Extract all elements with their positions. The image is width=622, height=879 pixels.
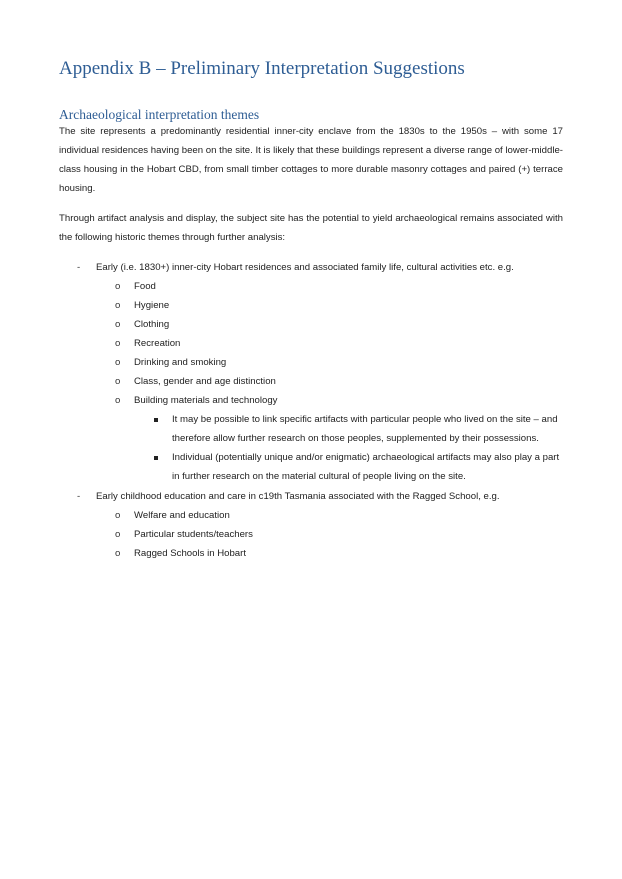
- list-item: Early (i.e. 1830+) inner-city Hobart residences and associated family life, cultural activities etc. e.g.: [96, 262, 514, 273]
- list-item: Building materials and technology: [134, 395, 278, 406]
- intro-paragraph: The site represents a predominantly residential inner-city enclave from the 1830s to the 1950s – with some 17 individual residences having been on the site. It is likely that these buildings represent a diverse range of lower-middle-class housing in the Hobart CBD, from small timber cottages to more durable masonry cottages and paired (+) terrace housing.: [59, 126, 563, 194]
- list-item: Food: [134, 281, 156, 292]
- circle-bullet: o: [115, 357, 121, 368]
- list-item: Early childhood education and care in c19th Tasmania associated with the Ragged School, e.g.: [96, 491, 500, 502]
- list-item: Clothing: [134, 319, 170, 330]
- list-item: Drinking and smoking: [134, 357, 227, 368]
- list-item-continuation: therefore allow further research on those peoples, supplemented by their possessions.: [172, 433, 539, 444]
- circle-bullet: o: [115, 300, 121, 311]
- section-heading: Archaeological interpretation themes: [59, 107, 260, 122]
- circle-bullet: o: [115, 338, 121, 349]
- dash-bullet: -: [77, 262, 81, 273]
- circle-bullet: o: [115, 529, 121, 540]
- circle-bullet: o: [115, 376, 121, 387]
- circle-bullet: o: [115, 319, 121, 330]
- square-bullet: [154, 456, 158, 460]
- list-item: It may be possible to link specific artifacts with particular people who lived on the site – and: [172, 414, 558, 425]
- page-title: Appendix B – Preliminary Interpretation Suggestions: [59, 58, 465, 79]
- list-item-continuation: in further research on the material cultural of people living on the site.: [172, 471, 466, 482]
- list-item: Particular students/teachers: [134, 529, 253, 540]
- square-bullet: [154, 418, 158, 422]
- circle-bullet: o: [115, 548, 121, 559]
- dash-bullet: -: [77, 491, 81, 502]
- list-item: Individual (potentially unique and/or enigmatic) archaeological artifacts may also play a part: [172, 452, 560, 463]
- circle-bullet: o: [115, 281, 121, 292]
- list-item: Class, gender and age distinction: [134, 376, 276, 387]
- circle-bullet: o: [115, 510, 121, 521]
- list-item: Recreation: [134, 338, 181, 349]
- list-item: Ragged Schools in Hobart: [134, 548, 246, 559]
- themes-paragraph: Through artifact analysis and display, the subject site has the potential to yield archaeological remains associated with the following historic themes through further analysis:: [59, 213, 563, 243]
- circle-bullet: o: [115, 395, 121, 406]
- list-item: Hygiene: [134, 300, 170, 311]
- list-item: Welfare and education: [134, 510, 230, 521]
